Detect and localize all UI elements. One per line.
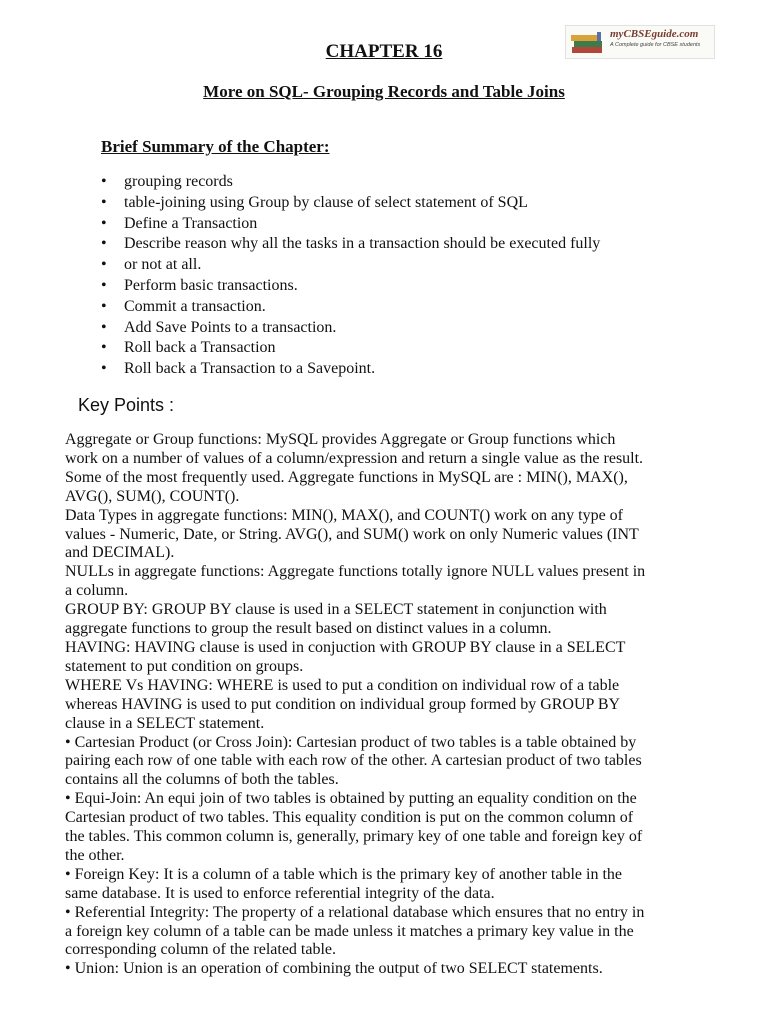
key-point-line: NULLs in aggregate functions: Aggregate functions totally ignore NULL values present in: [65, 563, 646, 581]
bullet-dot: •: [101, 235, 107, 253]
key-point-line: the other.: [65, 846, 125, 864]
key-point-line: GROUP BY: GROUP BY clause is used in a SELECT statement in conjunction with: [65, 601, 607, 619]
key-point-line: corresponding column of the related table.: [65, 941, 337, 959]
summary-item: [101, 359, 600, 380]
summary-item: [101, 234, 600, 255]
key-point-line: values - Numeric, Date, or String. AVG(), and SUM() work on only Numeric values (INT: [65, 525, 639, 543]
key-point-line: • Foreign Key: It is a column of a table which is the primary key of another table in the: [65, 865, 622, 883]
logo-tagline: A Complete guide for CBSE students: [610, 42, 701, 48]
summary-item-text: Roll back a Transaction to a Savepoint.: [124, 360, 376, 378]
summary-item: [101, 338, 600, 359]
key-point-line: Aggregate or Group functions: MySQL provides Aggregate or Group functions which: [65, 431, 616, 448]
key-point-line: • Union: Union is an operation of combining the output of two SELECT statements.: [65, 960, 603, 978]
summary-item: [101, 297, 600, 318]
bullet-dot: •: [101, 276, 107, 294]
summary-item-text: Add Save Points to a transaction.: [124, 318, 337, 336]
bullet-dot: •: [101, 214, 107, 232]
key-points-body: [65, 431, 725, 979]
key-point-line: HAVING: HAVING clause is used in conjuction with GROUP BY clause in a SELECT: [65, 638, 626, 656]
key-point-line: WHERE Vs HAVING: WHERE is used to put a condition on individual row of a table: [65, 676, 620, 694]
key-point-line: contains all the columns of both the tables.: [65, 771, 339, 789]
bullet-dot: •: [101, 297, 107, 315]
key-point-line: clause in a SELECT statement.: [65, 714, 265, 732]
key-point-line: pairing each row of one table with each row of the other. A cartesian product of two tables: [65, 752, 642, 770]
summary-item-text: grouping records: [124, 173, 233, 190]
summary-heading: Brief Summary of the Chapter:: [101, 137, 330, 156]
summary-item: [101, 318, 600, 339]
summary-item-text: Describe reason why all the tasks in a transaction should be executed fully: [124, 235, 601, 253]
summary-item-text: Roll back a Transaction: [124, 339, 276, 357]
bullet-dot: •: [101, 339, 107, 357]
bullet-dot: •: [101, 256, 107, 274]
summary-item-text: Define a Transaction: [124, 214, 258, 232]
logo-name: myCBSEguide.com: [610, 28, 699, 40]
key-point-line: a foreign key column of a table can be made unless it matches a primary key value in the: [65, 922, 634, 940]
chapter-title: More on SQL- Grouping Records and Table Joins: [203, 82, 565, 101]
chapter-heading: CHAPTER 16: [325, 41, 443, 62]
key-point-line: Data Types in aggregate functions: MIN(), MAX(), and COUNT() work on any type of: [65, 506, 623, 524]
bullet-dot: •: [101, 360, 107, 378]
key-point-line: • Equi-Join: An equi join of two tables is obtained by putting an equality condition on the: [65, 790, 637, 808]
key-points-heading: Key Points :: [78, 395, 175, 415]
bullet-dot: •: [101, 173, 107, 190]
summary-item-text: or not at all.: [124, 256, 202, 274]
key-point-line: Some of the most frequently used. Aggregate functions in MySQL are : MIN(), MAX(),: [65, 468, 628, 486]
key-point-line: Cartesian product of two tables. This equality condition is put on the common column of: [65, 809, 634, 827]
summary-list: [101, 172, 600, 380]
key-point-line: • Referential Integrity: The property of a relational database which ensures that no entry in: [65, 903, 645, 921]
key-point-line: • Cartesian Product (or Cross Join): Cartesian product of two tables is a table obtained by: [65, 733, 637, 751]
summary-item-text: Commit a transaction.: [124, 297, 266, 315]
key-point-line: and DECIMAL).: [65, 544, 175, 562]
bullet-dot: •: [101, 318, 107, 336]
bullet-dot: •: [101, 193, 107, 211]
key-point-line: AVG(), SUM(), COUNT().: [65, 487, 240, 505]
summary-item: [101, 214, 600, 235]
summary-item: [101, 276, 600, 297]
summary-item: [101, 172, 600, 193]
key-point-line: whereas HAVING is used to put condition on individual group formed by GROUP BY: [65, 695, 621, 713]
key-point-line: same database. It is used to enforce referential integrity of the data.: [65, 884, 495, 902]
summary-item: [101, 255, 600, 276]
key-point-line: a column.: [65, 582, 129, 600]
key-point-line: aggregate functions to group the result based on distinct values in a column.: [65, 620, 552, 638]
summary-item-text: table-joining using Group by clause of select statement of SQL: [124, 193, 528, 211]
key-point-line: statement to put condition on groups.: [65, 657, 304, 675]
key-point-line: work on a number of values of a column/expression and return a single value as the result.: [65, 449, 644, 467]
summary-item-text: Perform basic transactions.: [124, 276, 298, 294]
key-point-line: the tables. This common column is, generally, primary key of one table and foreign key of: [65, 828, 643, 846]
summary-item: [101, 193, 600, 214]
